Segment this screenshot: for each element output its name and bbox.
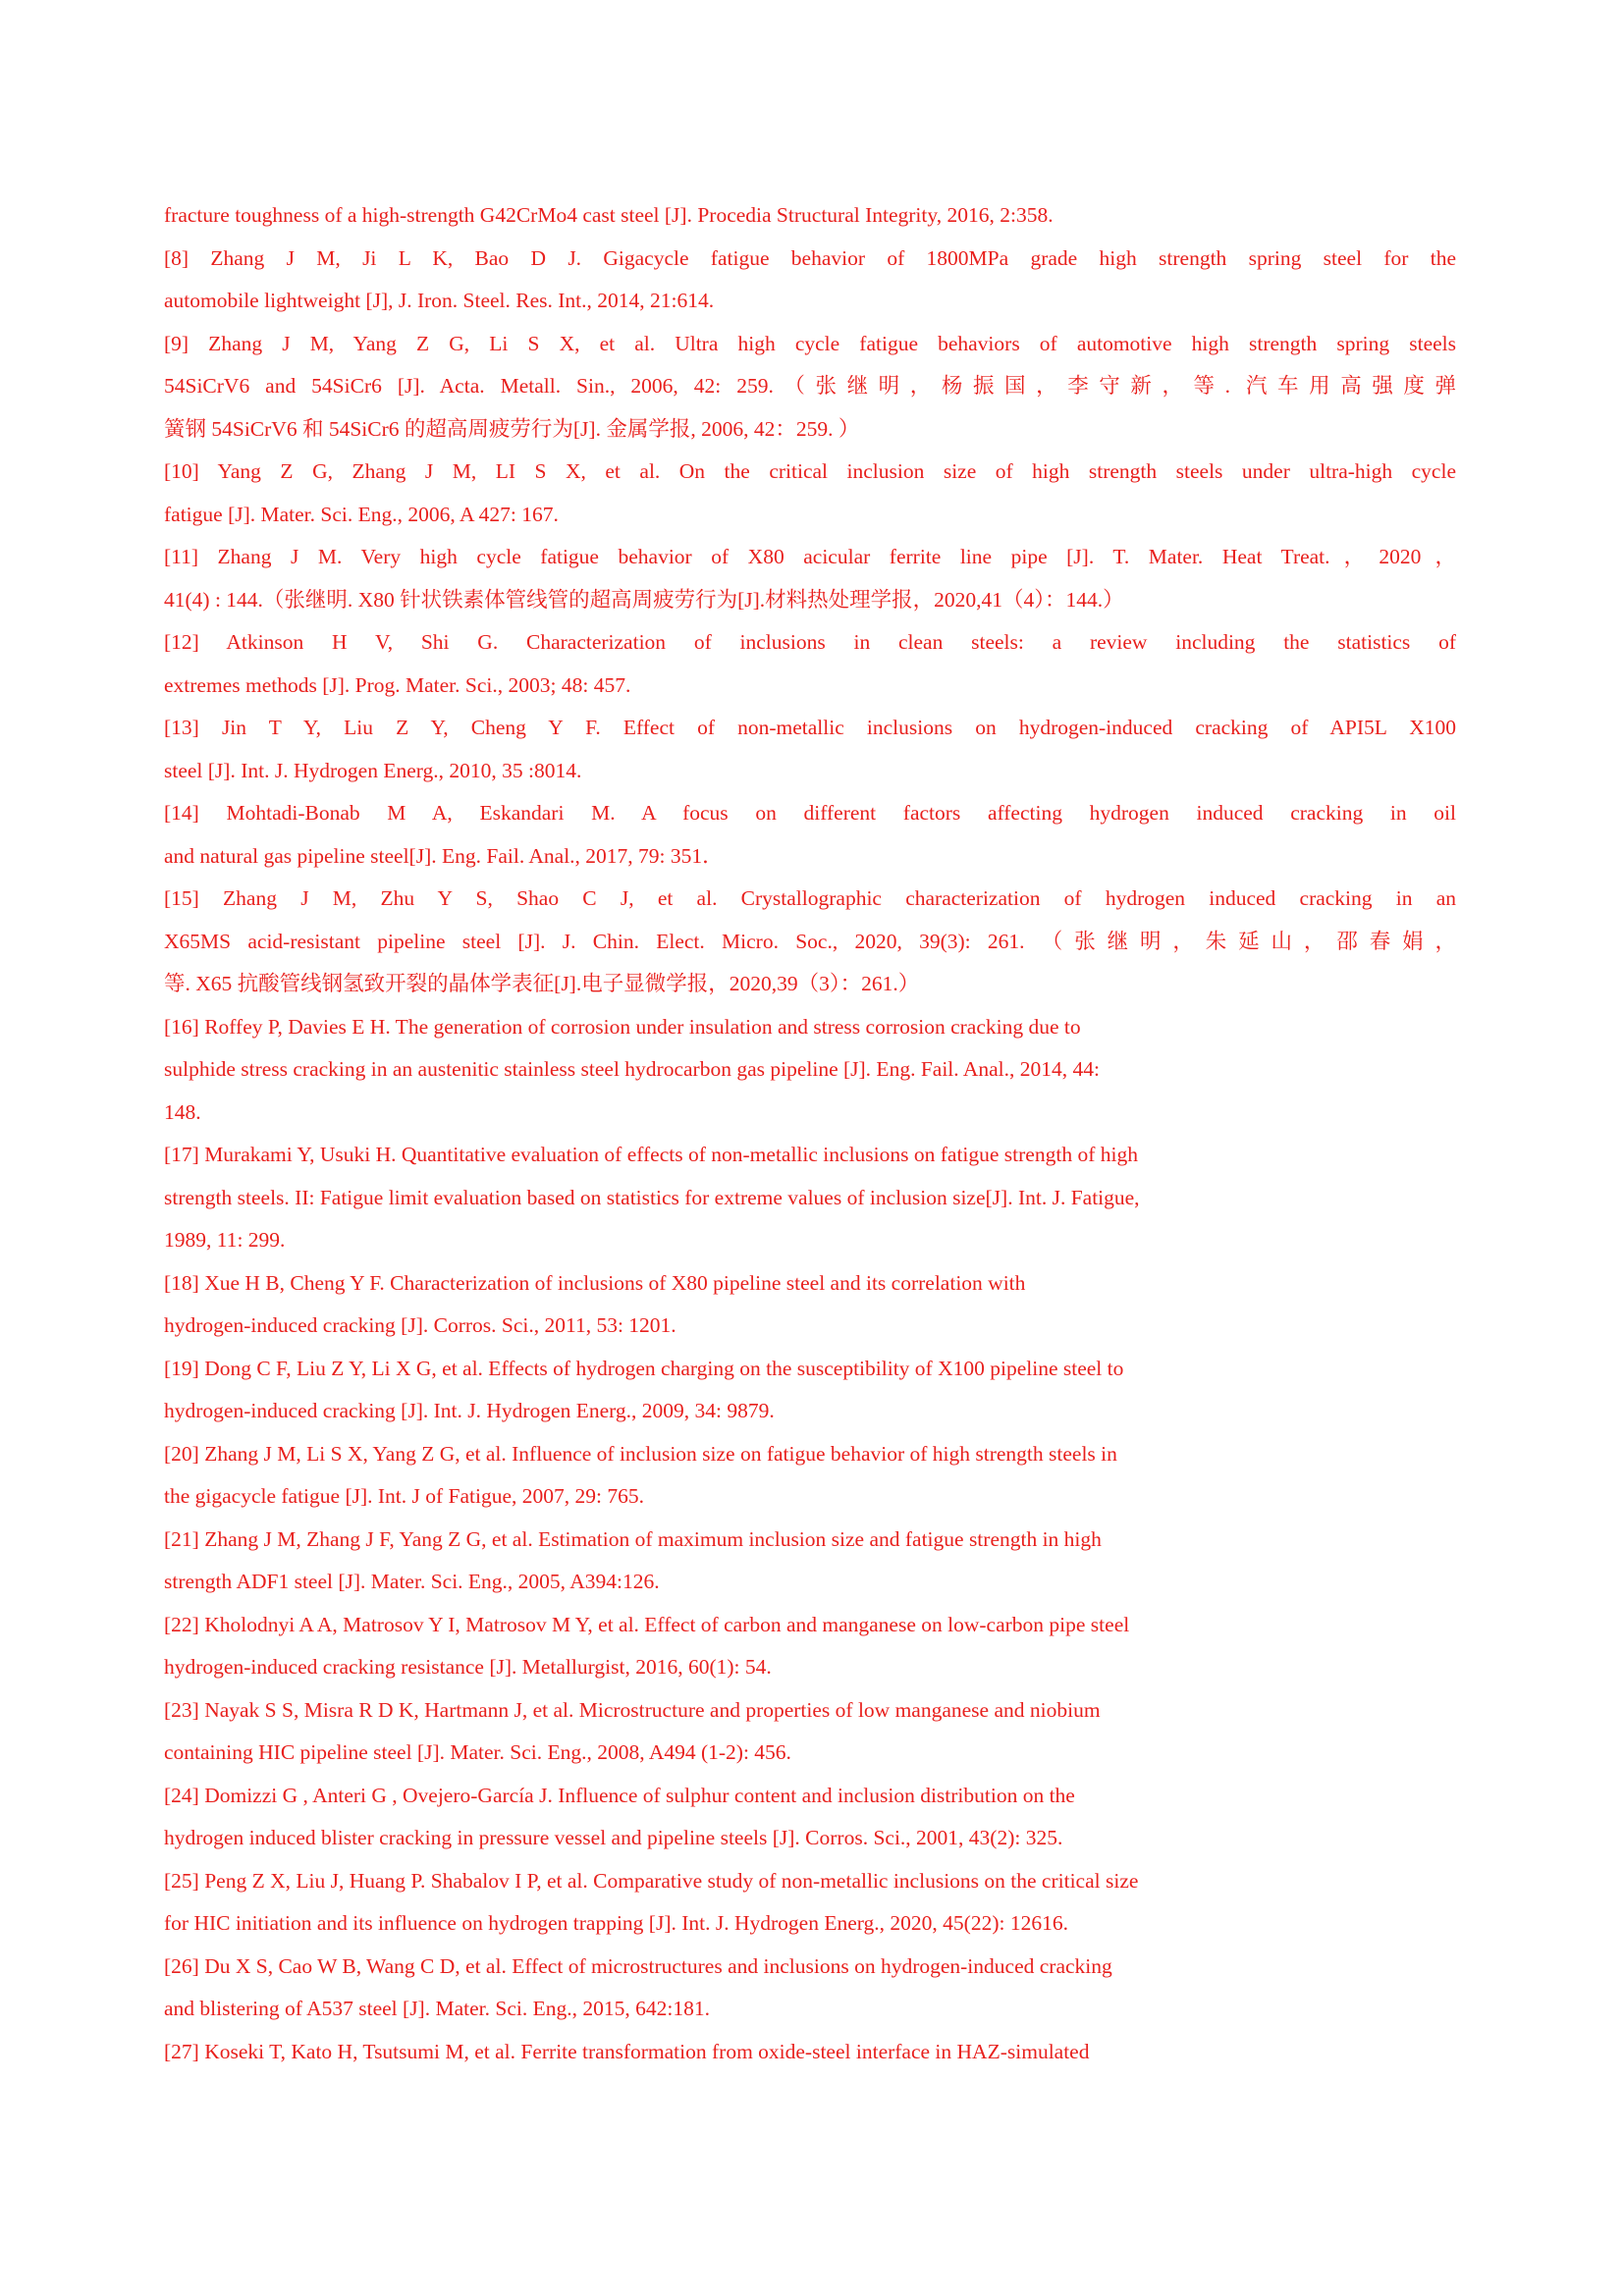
reference-line: for HIC initiation and its influence on hydrogen trapping [J]. Int. J. Hydrogen Energ., 2020, 45(22): 12616.: [164, 1911, 1068, 1935]
reference-line: [8] Zhang J M, Ji L K, Bao D J. Gigacycle fatigue behavior of 1800MPa grade high strength spring steel for the: [164, 245, 1456, 270]
reference-line: [19] Dong C F, Liu Z Y, Li X G, et al. Effects of hydrogen charging on the susceptibility of X100 pipeline steel to: [164, 1356, 1124, 1380]
reference-line: steel [J]. Int. J. Hydrogen Energ., 2010, 35 :8014.: [164, 758, 582, 782]
reference-line: strength ADF1 steel [J]. Mater. Sci. Eng., 2005, A394:126.: [164, 1570, 660, 1593]
reference-line: fracture toughness of a high-strength G42CrMo4 cast steel [J]. Procedia Structural Integrity, 2016, 2:358.: [164, 203, 1054, 227]
reference-line: automobile lightweight [J], J. Iron. Steel. Res. Int., 2014, 21:614.: [164, 289, 715, 312]
reference-line: X65MS acid-resistant pipeline steel [J]. J. Chin. Elect. Micro. Soc., 2020, 39(3): 261. （张继明，朱延山，邵春娟，: [164, 929, 1456, 953]
reference-line: and blistering of A537 steel [J]. Mater. Sci. Eng., 2015, 642:181.: [164, 1997, 710, 2020]
reference-line: fatigue [J]. Mater. Sci. Eng., 2006, A 427: 167.: [164, 502, 559, 526]
reference-line: extremes methods [J]. Prog. Mater. Sci., 2003; 48: 457.: [164, 672, 631, 697]
reference-line: 1989, 11: 299.: [164, 1228, 286, 1252]
reference-line: 148.: [164, 1099, 201, 1124]
reference-line: strength steels. II: Fatigue limit evaluation based on statistics for extreme values of inclusion size[J]. Int. J. Fatigue,: [164, 1185, 1140, 1209]
reference-line: [18] Xue H B, Cheng Y F. Characterization of inclusions of X80 pipeline steel and its correlation with: [164, 1270, 1026, 1295]
references-list: [164, 194, 1456, 2073]
reference-line: [16] Roffey P, Davies E H. The generation of corrosion under insulation and stress corrosion cracking due to: [164, 1014, 1081, 1039]
reference-line: [9] Zhang J M, Yang Z G, Li S X, et al. Ultra high cycle fatigue behaviors of automotive high strength spring steels: [164, 331, 1456, 355]
reference-line: hydrogen-induced cracking [J]. Corros. Sci., 2011, 53: 1201.: [164, 1313, 676, 1337]
reference-line: and natural gas pipeline steel[J]. Eng. Fail. Anal., 2017, 79: 351．: [164, 843, 724, 868]
reference-line: [22] Kholodnyi A A, Matrosov Y I, Matrosov M Y, et al. Effect of carbon and manganese on low-carbon pipe steel: [164, 1612, 1130, 1636]
reference-line: [23] Nayak S S, Misra R D K, Hartmann J, et al. Microstructure and properties of low manganese and niobium: [164, 1697, 1101, 1722]
reference-line: containing HIC pipeline steel [J]. Mater. Sci. Eng., 2008, A494 (1-2): 456.: [164, 1740, 791, 1764]
reference-line: sulphide stress cracking in an austenitic stainless steel hydrocarbon gas pipeline [J]. Eng. Fail. Anal., 2014, 44:: [164, 1057, 1100, 1081]
reference-line: hydrogen induced blister cracking in pressure vessel and pipeline steels [J]. Corros. Sci., 2001, 43(2): 325.: [164, 1826, 1063, 1849]
reference-line: [11] Zhang J M. Very high cycle fatigue behavior of X80 acicular ferrite line pipe [J]. T. Mater. Heat Treat.，2020，: [164, 545, 1456, 568]
reference-line: 54SiCrV6 and 54SiCr6 [J]. Acta. Metall. Sin., 2006, 42: 259.（张继明，杨振国，李守新，等. 汽车用高强度弹: [164, 374, 1456, 398]
reference-line: [12] Atkinson H V, Shi G. Characterization of inclusions in clean steels: a review including the statistics of: [164, 630, 1456, 654]
reference-line: [26] Du X S, Cao W B, Wang C D, et al. Effect of microstructures and inclusions on hydrogen-induced cracking: [164, 1953, 1112, 1978]
reference-line: 簧钢 54SiCrV6 和 54SiCr6 的超高周疲劳行为[J]. 金属学报, 2006, 42：259. ）: [164, 416, 860, 441]
reference-line: hydrogen-induced cracking resistance [J]. Metallurgist, 2016, 60(1): 54.: [164, 1655, 772, 1679]
reference-line: 等. X65 抗酸管线钢氢致开裂的晶体学表征[J].电子显微学报，2020,39（3）：261.）: [164, 972, 920, 995]
reference-line: [21] Zhang J M, Zhang J F, Yang Z G, et al. Estimation of maximum inclusion size and fatigue strength in high: [164, 1526, 1102, 1551]
reference-line: [15] Zhang J M, Zhu Y S, Shao C J, et al. Crystallographic characterization of hydrogen induced cracking in an: [164, 886, 1456, 910]
reference-line: [27] Koseki T, Kato H, Tsutsumi M, et al. Ferrite transformation from oxide-steel interface in HAZ-simulated: [164, 2039, 1090, 2063]
reference-line: [25] Peng Z X, Liu J, Huang P. Shabalov I P, et al. Comparative study of non-metallic inclusions on the critical size: [164, 1868, 1139, 1893]
reference-line: hydrogen-induced cracking [J]. Int. J. Hydrogen Energ., 2009, 34: 9879.: [164, 1399, 775, 1422]
reference-line: [20] Zhang J M, Li S X, Yang Z G, et al. Influence of inclusion size on fatigue behavior of high strength steels in: [164, 1441, 1117, 1466]
reference-line: [10] Yang Z G, Zhang J M, LI S X, et al. On the critical inclusion size of high strength steels under ultra-high cycle: [164, 459, 1456, 483]
reference-line: [13] Jin T Y, Liu Z Y, Cheng Y F. Effect of non-metallic inclusions on hydrogen-induced cracking of API5L X100: [164, 716, 1456, 739]
reference-line: [24] Domizzi G , Anteri G , Ovejero-García J. Influence of sulphur content and inclusion distribution on the: [164, 1783, 1075, 1807]
reference-line: 41(4) : 144.（张继明. X80 针状铁素体管线管的超高周疲劳行为[J].材料热处理学报，2020,41（4）：144.）: [164, 587, 1124, 612]
reference-line: [17] Murakami Y, Usuki H. Quantitative evaluation of effects of non-metallic inclusions on fatigue strength of high: [164, 1143, 1138, 1166]
reference-line: [14] Mohtadi-Bonab M A, Eskandari M. A focus on different factors affecting hydrogen induced cracking in oil: [164, 801, 1456, 825]
reference-line: the gigacycle fatigue [J]. Int. J of Fatigue, 2007, 29: 765.: [164, 1484, 645, 1508]
